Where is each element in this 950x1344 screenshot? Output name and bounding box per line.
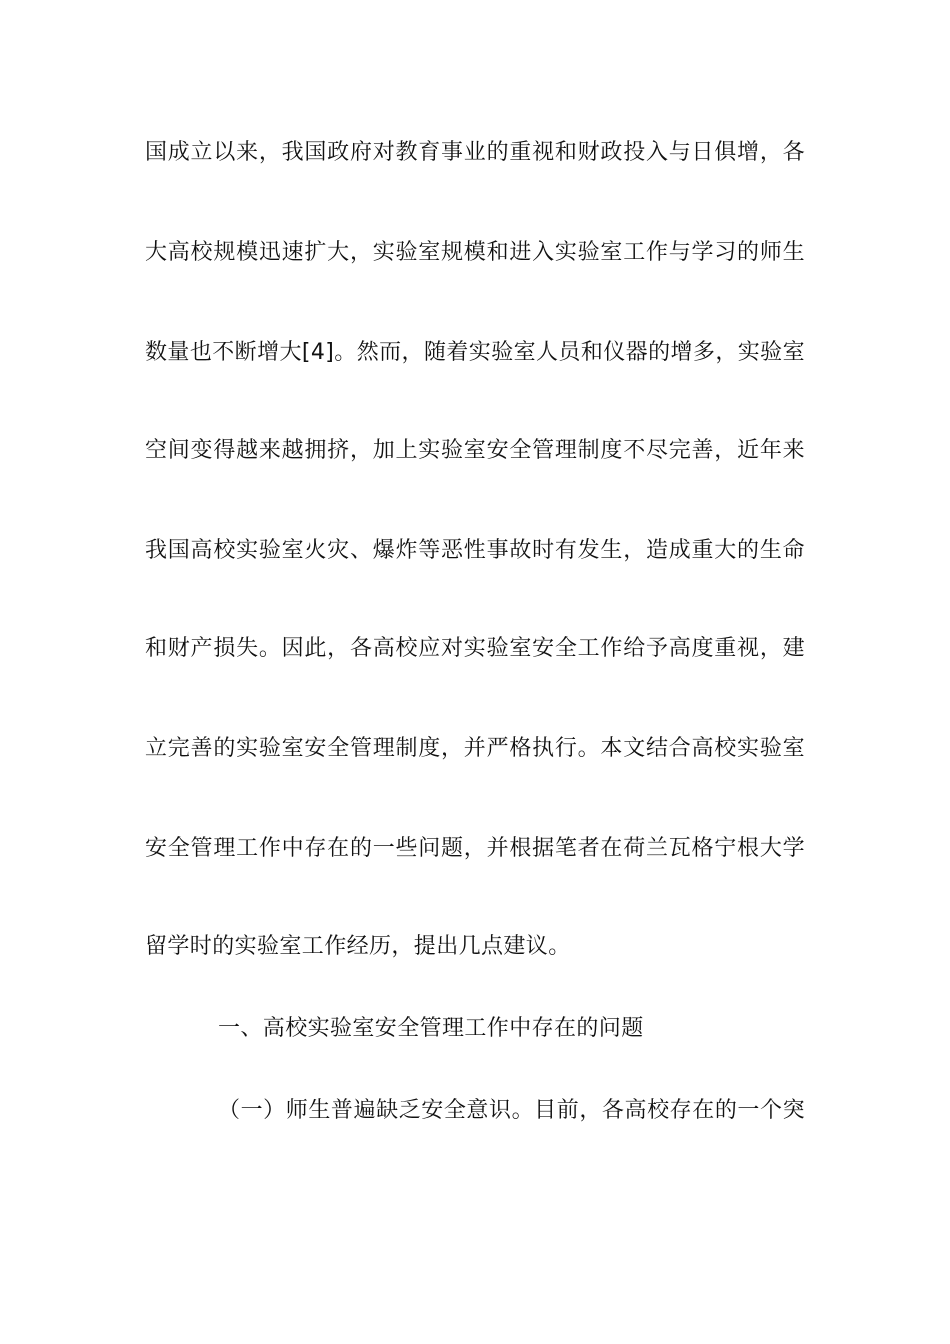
subsection-line: （一）师生普遍缺乏安全意识。目前，各高校存在的一个突 xyxy=(218,1098,805,1123)
body-line-4: 空间变得越来越拥挤，加上实验室安全管理制度不尽完善，近年来 xyxy=(145,438,805,463)
body-line-5: 我国高校实验室火灾、爆炸等恶性事故时有发生，造成重大的生命 xyxy=(145,538,805,563)
body-line-1: 国成立以来，我国政府对教育事业的重视和财政投入与日俱增，各 xyxy=(145,140,805,165)
section-heading: 一、高校实验室安全管理工作中存在的问题 xyxy=(218,1016,644,1041)
body-line-7: 立完善的实验室安全管理制度，并严格执行。本文结合高校实验室 xyxy=(145,736,805,761)
body-line-9: 留学时的实验室工作经历，提出几点建议。 xyxy=(145,934,571,959)
body-line-2: 大高校规模迅速扩大，实验室规模和进入实验室工作与学习的师生 xyxy=(145,240,805,265)
body-line-8: 安全管理工作中存在的一些问题，并根据笔者在荷兰瓦格宁根大学 xyxy=(145,836,805,861)
body-line-3: 数量也不断增大[4]。然而，随着实验室人员和仪器的增多，实验室 xyxy=(145,340,805,365)
body-line-6: 和财产损失。因此，各高校应对实验室安全工作给予高度重视，建 xyxy=(145,636,805,661)
